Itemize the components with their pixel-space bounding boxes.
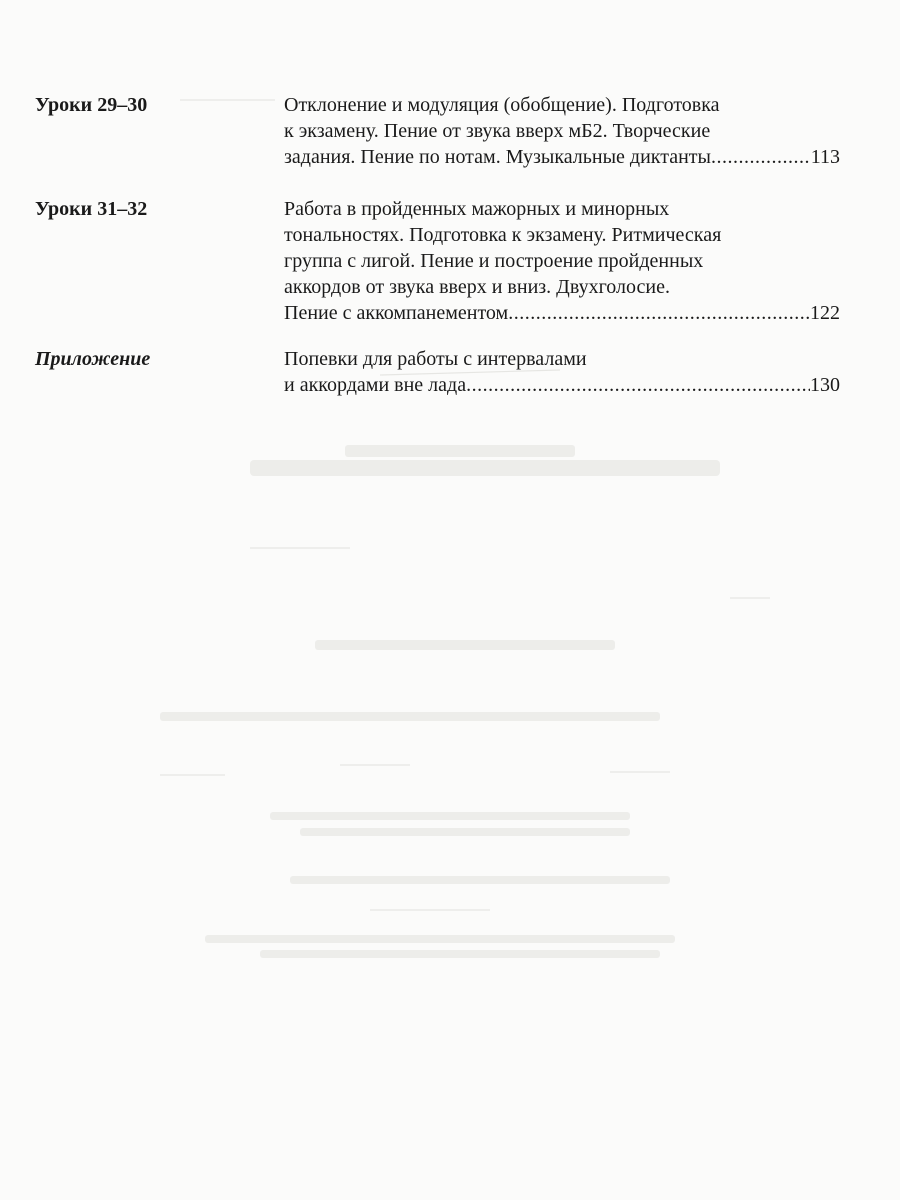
entry-label: Приложение	[35, 348, 151, 370]
page-number: 130	[810, 374, 840, 396]
entry-line: тональностях. Подготовка к экзамену. Ритмическая	[284, 224, 722, 246]
entry-line: Пение с аккомпанементом	[284, 302, 509, 324]
entry-last-line	[284, 144, 840, 170]
dot-leader	[466, 372, 810, 398]
entry-line: и аккордами вне лада	[284, 374, 467, 396]
entry-line: задания. Пение по нотам. Музыкальные диктанты	[284, 146, 711, 168]
entry-description	[284, 196, 840, 326]
toc-entry	[0, 196, 900, 328]
page-number: 113	[810, 146, 840, 168]
toc-entry	[0, 346, 900, 402]
dot-leader	[508, 300, 810, 326]
entry-label: Уроки 31–32	[35, 198, 148, 220]
dot-leader	[711, 144, 811, 170]
entry-line: Работа в пройденных мажорных и минорных	[284, 198, 670, 220]
entry-description	[284, 92, 840, 170]
entry-line: к экзамену. Пение от звука вверх мБ2. Творческие	[284, 120, 711, 142]
entry-last-line	[284, 300, 840, 326]
entry-last-line	[284, 372, 840, 398]
entry-line: группа с лигой. Пение и построение пройденных	[284, 250, 704, 272]
entry-label: Уроки 29–30	[35, 94, 148, 116]
entry-line: Попевки для работы с интервалами	[284, 348, 587, 370]
toc-entry	[0, 92, 900, 172]
entry-line: аккордов от звука вверх и вниз. Двухголосие.	[284, 276, 670, 298]
entry-description	[284, 346, 840, 398]
entry-line: Отклонение и модуляция (обобщение). Подготовка	[284, 94, 720, 116]
page-number: 122	[810, 302, 840, 324]
